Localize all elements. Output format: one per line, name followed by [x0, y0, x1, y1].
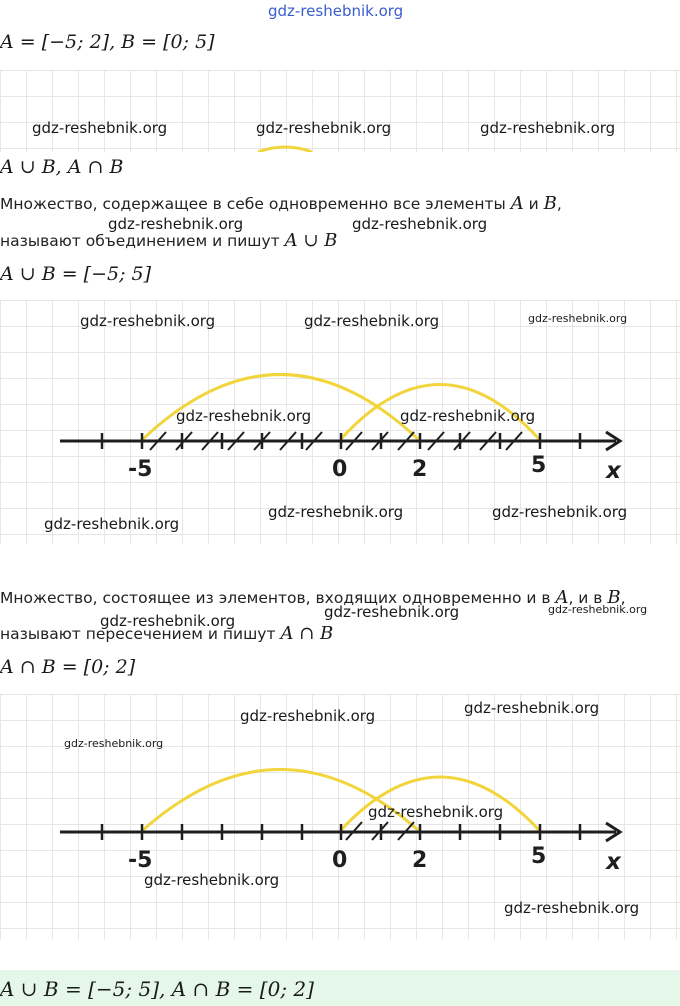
given-sets: A = [−5; 2], B = [0; 5]: [0, 31, 215, 53]
watermark: gdz-reshebnik.org: [400, 407, 536, 425]
var-b: B: [607, 587, 621, 608]
watermark: gdz-reshebnik.org: [108, 215, 244, 233]
watermark: gdz-reshebnik.org: [64, 737, 164, 750]
tick-label: 2: [412, 848, 428, 873]
watermark: gdz-reshebnik.org: [352, 215, 488, 233]
watermark: gdz-reshebnik.org: [324, 603, 460, 621]
watermark: gdz-reshebnik.org: [44, 515, 180, 533]
text: Множество, состоящее из элементов, входящих одновременно и в: [0, 589, 556, 607]
intersection-symbol: A ∩ B: [280, 623, 334, 644]
tick-label: 5: [531, 844, 547, 869]
text: называют объединением и пишут: [0, 232, 285, 250]
text: ,: [556, 195, 562, 213]
task-statement: A ∪ B, A ∩ B: [0, 156, 124, 178]
watermark: gdz-reshebnik.org: [240, 707, 376, 725]
answer-text: A ∪ B = [−5; 5], A ∩ B = [0; 2]: [0, 977, 314, 1001]
header-watermark: gdz-reshebnik.org: [268, 2, 404, 20]
intersection-definition-line1: [0, 587, 626, 608]
axis-name: x: [606, 849, 621, 875]
watermark: gdz-reshebnik.org: [100, 612, 236, 630]
union-result: A ∪ B = [−5; 5]: [0, 263, 152, 285]
watermark: gdz-reshebnik.org: [268, 503, 404, 521]
watermark: gdz-reshebnik.org: [176, 407, 312, 425]
answer-box: [0, 970, 680, 1006]
watermark: gdz-reshebnik.org: [80, 312, 216, 330]
tick-label: 2: [412, 457, 428, 482]
watermark: gdz-reshebnik.org: [492, 503, 628, 521]
tick-label: -5: [128, 457, 153, 482]
var-a: A: [555, 587, 569, 608]
text: ,: [620, 589, 626, 607]
axis-name: x: [606, 458, 621, 484]
watermark: gdz-reshebnik.org: [480, 119, 616, 137]
tick-label: 5: [531, 453, 547, 478]
var-a: A: [510, 193, 524, 214]
tick-label: -5: [128, 848, 153, 873]
text: и: [523, 195, 544, 213]
watermark: gdz-reshebnik.org: [256, 119, 392, 137]
watermark: gdz-reshebnik.org: [304, 312, 440, 330]
intersection-result: A ∩ B = [0; 2]: [0, 656, 136, 678]
text: Множество, содержащее в себе одновременно все элементы: [0, 195, 511, 213]
var-b: B: [543, 193, 557, 214]
watermark: gdz-reshebnik.org: [528, 312, 628, 325]
watermark: gdz-reshebnik.org: [32, 119, 168, 137]
grid-strip: [0, 70, 680, 152]
text: , и в: [568, 589, 608, 607]
tick-label: 0: [332, 848, 348, 873]
watermark: gdz-reshebnik.org: [504, 899, 640, 917]
watermark: gdz-reshebnik.org: [548, 603, 648, 616]
union-definition-line2: [0, 230, 337, 251]
watermark: gdz-reshebnik.org: [368, 803, 504, 821]
union-definition-line1: [0, 193, 562, 214]
watermark: gdz-reshebnik.org: [144, 871, 280, 889]
tick-label: 0: [332, 457, 348, 482]
watermark: gdz-reshebnik.org: [464, 699, 600, 717]
text: называют пересечением и пишут: [0, 625, 281, 643]
strip-arc-fragment: [0, 70, 680, 152]
union-symbol: A ∪ B: [284, 230, 338, 251]
